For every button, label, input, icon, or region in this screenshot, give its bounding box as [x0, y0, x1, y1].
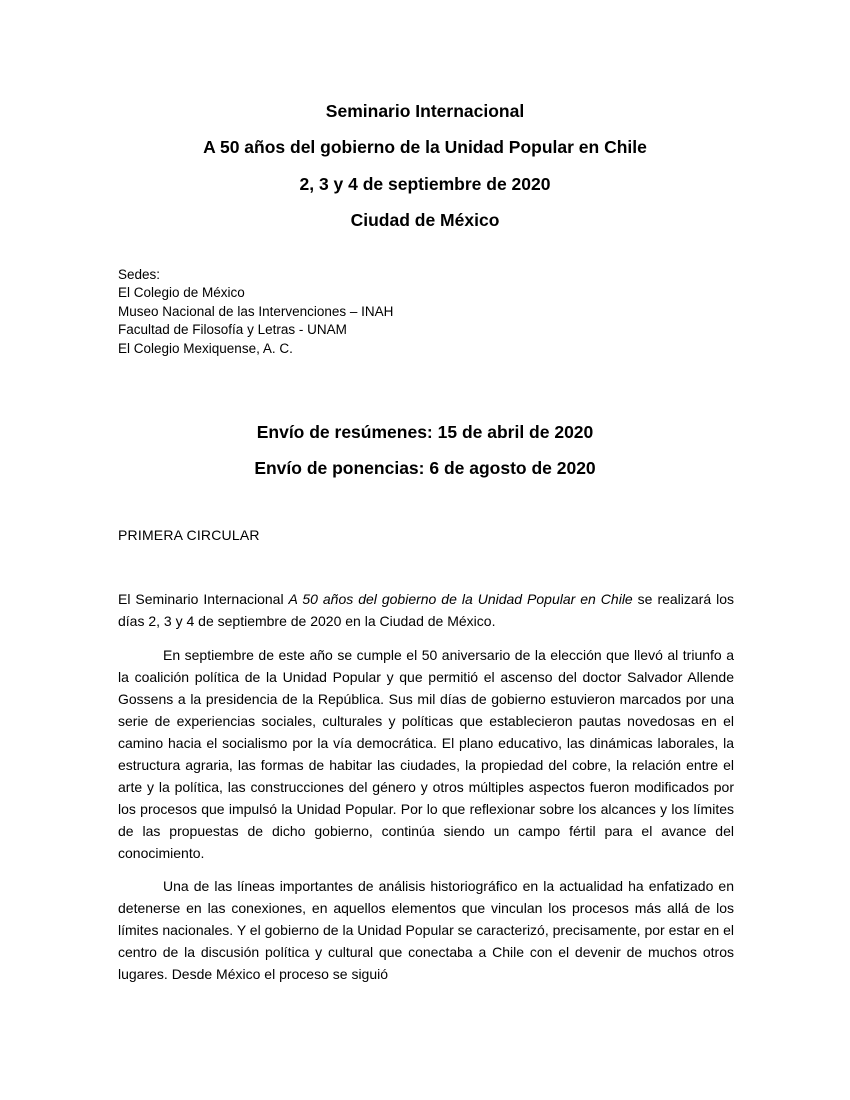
body-paragraph-historiography: Una de las líneas importantes de análisis historiográfico en la actualidad ha enfatizado en detenerse en las conexiones, en aquellos elementos que vinculan los procesos más allá de los límites nacionales. Y el gobierno de la Unidad Popular se caracterizó, precisamente, por estar en el centro de la discusión política y cultural que conectaba a Chile con el devenir de muchos otros lugares. Desde México el proceso se siguió — [118, 878, 734, 982]
venues-label: Sedes: — [118, 267, 161, 282]
intro-paragraph — [118, 588, 734, 632]
venue-item: Facultad de Filosofía y Letras - UNAM — [118, 322, 347, 338]
papers-deadline: Envío de ponencias: 6 de agosto de 2020 — [254, 458, 596, 478]
body-paragraph-anniversary: En septiembre de este año se cumple el 50 aniversario de la elección que llevó al triunfo a la coalición política de la Unidad Popular y que permitió el ascenso del doctor Salvador Allende Gossens a la presidencia de la República. Sus mil días de gobierno estuvieron marcados por una serie de experiencias sociales, culturales y políticas que establecieron pautas novedosas en el camino hacia el socialismo por la vía democrática. El plano educativo, las dinámicas laborales, la estructura agraria, las formas de habitar las ciudades, la propiedad del cobre, la relación entre el arte y la política, las construcciones del género y otros múltiples aspectos fueron modificados por los procesos que impulsó la Unidad Popular. Por lo que reflexionar sobre los alcances y los límites de las propuestas de dicho gobierno, continúa siendo un campo fértil para el avance del conocimiento. — [118, 647, 734, 861]
intro-paragraph-prefix: El Seminario Internacional — [118, 591, 289, 607]
intro-paragraph-suffix: se realizará los días 2, 3 y 4 de septiembre de 2020 en la Ciudad de México. — [118, 591, 734, 629]
venue-item: Museo Nacional de las Intervenciones – INAH — [118, 303, 394, 319]
venue-item: El Colegio Mexiquense, A. C. — [118, 340, 293, 356]
venue-item: El Colegio de México — [118, 285, 245, 301]
abstracts-deadline: Envío de resúmenes: 15 de abril de 2020 — [256, 422, 594, 442]
seminar-city: Ciudad de México — [350, 210, 500, 230]
seminar-subtitle: A 50 años del gobierno de la Unidad Popular en Chile — [203, 137, 647, 157]
section-heading: PRIMERA CIRCULAR — [118, 527, 260, 543]
seminar-dates: 2, 3 y 4 de septiembre de 2020 — [299, 174, 551, 194]
venues-block — [118, 266, 734, 358]
seminar-name-italic: A 50 años del gobierno de la Unidad Popular en Chile — [288, 591, 633, 607]
seminar-title: Seminario Internacional — [325, 101, 525, 121]
